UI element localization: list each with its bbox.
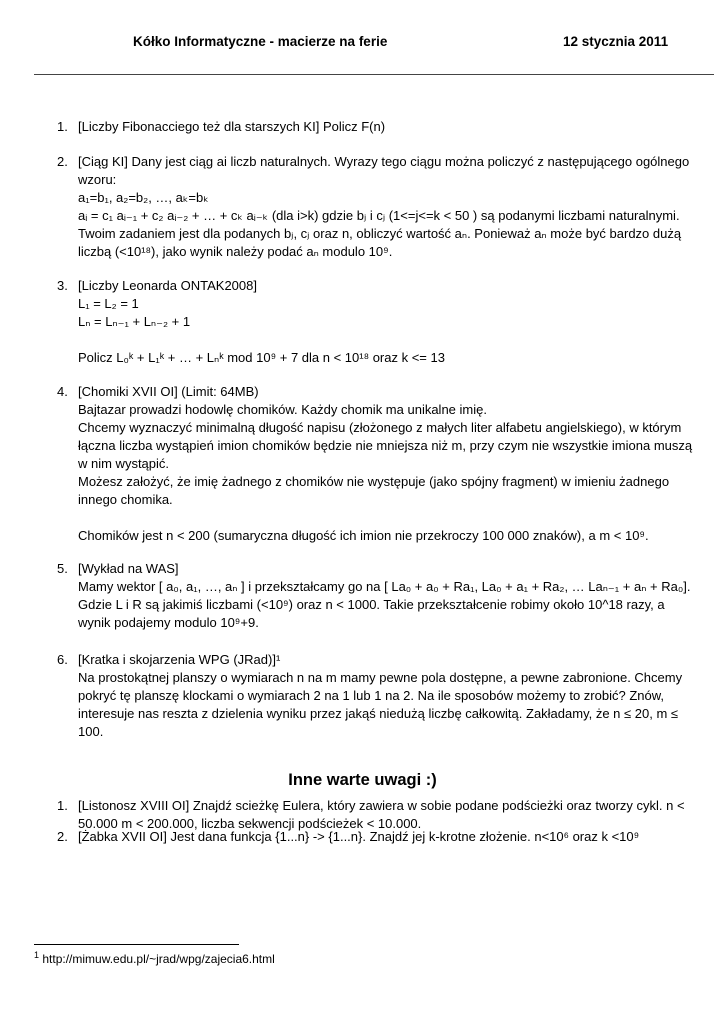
- text-line: Na prostokątnej planszy o wymiarach n na m mamy pewne pola dostępne, a pewne zabronione. Chcemy: [78, 670, 683, 685]
- note-2-text: [78, 828, 718, 846]
- problem-5-text: [78, 560, 718, 632]
- section-heading: Inne warte uwagi :): [288, 771, 437, 789]
- text-line: [Ciąg KI] Dany jest ciąg ai liczb naturalnych. Wyrazy tego ciągu można policzyć z następującego ogólnego: [78, 154, 690, 169]
- footnote-text: http://mimuw.edu.pl/~jrad/wpg/zajecia6.html: [42, 952, 275, 966]
- problem-2-text: [78, 153, 718, 261]
- text-line: innego chomika.: [78, 492, 173, 507]
- text-line: [78, 331, 718, 349]
- text-line: interesuje nas reszta z dzielenia wyniku przez jakąś niedużą liczbę całkowitą. Zakładamy, że n ≤ 20, m ≤: [78, 706, 679, 721]
- text-line: [Kratka i skojarzenia WPG (JRad)]¹: [78, 652, 281, 667]
- problem-3-text: [78, 277, 718, 367]
- text-line: Możesz założyć, że imię żadnego z chomików nie występuje (jako spójny fragment) w imieniu żadnego: [78, 474, 670, 489]
- text-line: [Wykład na WAS]: [78, 561, 179, 576]
- footnote-rule: [34, 944, 239, 945]
- text-line: [Liczby Leonarda ONTAK2008]: [78, 278, 257, 293]
- problem-6-number: 6.: [57, 652, 68, 667]
- text-line: pokryć tę planszę klockami o wymiarach 2 na 1 lub 1 na 2. Na ile sposobów możemy to zrobić? Znów,: [78, 688, 664, 703]
- header-rule: [34, 74, 714, 75]
- note-1-number: 1.: [57, 798, 68, 813]
- footnote-mark: 1: [34, 950, 40, 960]
- text-line: [Listonosz XVIII OI] Znajdź scieżkę Eulera, który zawiera w sobie podane podścieżki oraz tworzy cykl. n <: [78, 798, 685, 813]
- text-line: 50.000 m < 200.000, liczba sekwencji podścieżek < 10.000.: [78, 816, 422, 831]
- text-line: Policz L₀ᵏ + L₁ᵏ + … + Lₙᵏ mod 10⁹ + 7 dla n < 10¹⁸ oraz k <= 13: [78, 350, 445, 365]
- problem-1-text: [78, 118, 718, 136]
- text-line: wynik podajemy modulo 10⁹+9.: [78, 615, 259, 630]
- text-line: łączna liczba wystąpień imion chomików będzie nie mniejsza niż m, przy czym nie wszystkie imiona muszą: [78, 438, 693, 453]
- text-line: liczbą (<10¹⁸), jako wynik należy podać aₙ modulo 10⁹.: [78, 244, 393, 259]
- page-title: Kółko Informatyczne - macierze na ferie: [133, 34, 388, 49]
- footnote: [34, 952, 275, 966]
- problem-1-number: 1.: [57, 119, 68, 134]
- text-line: [Liczby Fibonacciego też dla starszych KI] Policz F(n): [78, 119, 386, 134]
- text-line: Lₙ = Lₙ₋₁ + Lₙ₋₂ + 1: [78, 314, 191, 329]
- text-line: Chomików jest n < 200 (sumaryczna długość ich imion nie przekroczy 100 000 znaków), a m < 10⁹.: [78, 528, 649, 543]
- problem-3-number: 3.: [57, 278, 68, 293]
- text-line: Gdzie L i R są jakimiś liczbami (<10⁹) oraz n < 1000. Takie przekształcenie robimy około 10^18 razy, a: [78, 597, 665, 612]
- page-date: 12 stycznia 2011: [563, 34, 669, 49]
- problem-4-text: [78, 383, 718, 545]
- text-line: [78, 509, 718, 527]
- text-line: [Chomiki XVII OI] (Limit: 64MB): [78, 384, 259, 399]
- problem-4-number: 4.: [57, 384, 68, 399]
- problem-2-number: 2.: [57, 154, 68, 169]
- text-line: Bajtazar prowadzi hodowlę chomików. Każdy chomik ma unikalne imię.: [78, 402, 487, 417]
- note-2-number: 2.: [57, 829, 68, 844]
- text-line: Twoim zadaniem jest dla podanych bⱼ, cⱼ oraz n, obliczyć wartość aₙ. Ponieważ aₙ może być bardzo dużą: [78, 226, 682, 241]
- text-line: Chcemy wyznaczyć minimalną długość napisu (złożonego z małych liter alfabetu angielskiego), w którym: [78, 420, 682, 435]
- problem-6-text: [78, 651, 718, 741]
- text-line: w nim wystąpić.: [78, 456, 170, 471]
- text-line: L₁ = L₂ = 1: [78, 296, 139, 311]
- text-line: wzoru:: [78, 172, 117, 187]
- text-line: [Żabka XVII OI] Jest dana funkcja {1...n} -> {1...n}. Znajdź jej k-krotne złożenie. n<10⁶ oraz k <10⁹: [78, 829, 640, 844]
- text-line: Mamy wektor [ a₀, a₁, …, aₙ ] i przekształcamy go na [ La₀ + a₀ + Ra₁, La₀ + a₁ + Ra₂, … Laₙ₋₁ + aₙ + Ra₀].: [78, 579, 691, 594]
- text-line: a₁=b₁, a₂=b₂, …, aₖ=bₖ: [78, 190, 209, 205]
- problem-5-number: 5.: [57, 561, 68, 576]
- text-line: 100.: [78, 724, 104, 739]
- text-line: aᵢ = c₁ aᵢ₋₁ + c₂ aᵢ₋₂ + … + cₖ aᵢ₋ₖ (dla i>k) gdzie bⱼ i cⱼ (1<=j<=k < 50 ) są podanymi liczbami naturalnymi.: [78, 208, 680, 223]
